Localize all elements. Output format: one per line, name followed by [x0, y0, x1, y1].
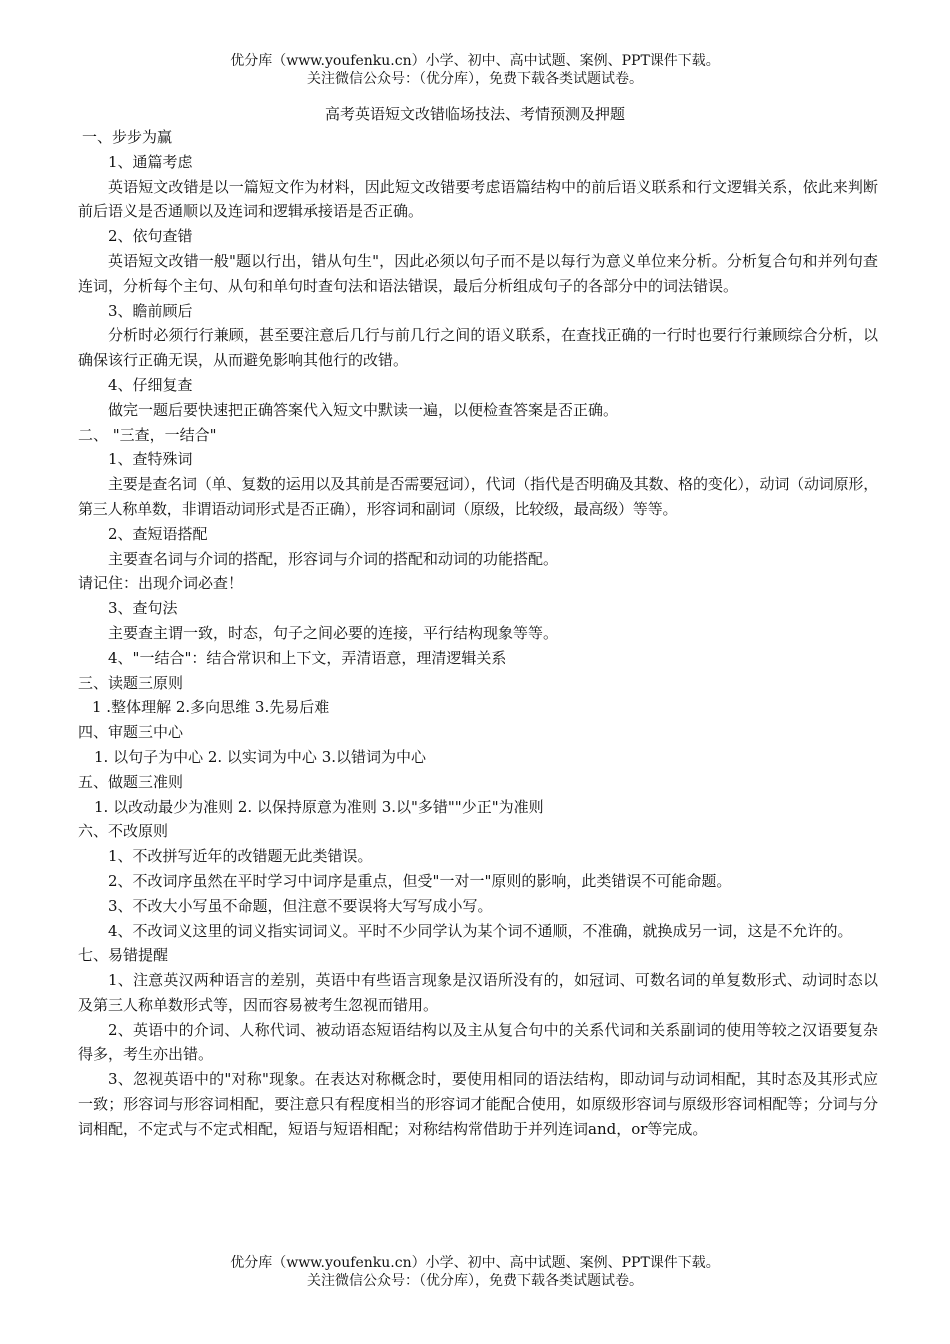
- s1-item-4-title: 4、仔细复查: [108, 375, 193, 394]
- section-3-heading: 三、读题三原则: [78, 673, 184, 692]
- section-1-heading: 一、步步为赢: [82, 128, 173, 146]
- s2-item-3-text: 主要查主谓一致，时态，句子之间必要的连接，平行结构现象等等。: [108, 623, 559, 642]
- section-6-heading: 六、不改原则: [78, 822, 169, 841]
- s6-item-1: 1、不改拼写近年的改错题无此类错误。: [108, 847, 373, 866]
- s1-item-3-title: 3、瞻前顾后: [108, 301, 193, 320]
- s5-text: 1. 以改动最少为准则 2. 以保持原意为准则 3.以"多错""少正"为准则: [94, 797, 544, 816]
- s1-item-3-text: 分析时必须行行兼顾，甚至要注意后几行与前几行之间的语义联系，在查找正确的一行时也要行行兼顾综合分析，以确保该行正确无误，从而避免影响其他行的改错。: [78, 326, 878, 370]
- page-header: [0, 52, 950, 88]
- s7-item-3: 3、忽视英语中的"对称"现象。在表达对称概念时，要使用相同的语法结构，即动词与动词相配，其时态及其形式应一致；形容词与形容词相配，要注意只有程度相当的形容词才能配合使用，如原级形容词与原级形容词相配等；分词与分词相配，不定式与不定式相配，短语与短语相配；对称结构常借助于并列连词and，or等完成。: [78, 1070, 878, 1138]
- s2-note: 请记住：出现介词必查！: [78, 574, 244, 593]
- header-line-2: 关注微信公众号：（优分库），免费下载各类试题试卷。: [307, 71, 643, 87]
- s1-item-4-text: 做完一题后要快速把正确答案代入短文中默读一遍，以便检查答案是否正确。: [108, 400, 619, 419]
- footer-line-2: 关注微信公众号：（优分库），免费下载各类试题试卷。: [307, 1273, 643, 1289]
- page-footer: [0, 1254, 950, 1290]
- s2-item-4-text: 4、"一结合"：结合常识和上下文，弄清语意，理清逻辑关系: [108, 648, 507, 667]
- section-4-heading: 四、审题三中心: [78, 723, 184, 742]
- s7-item-2: 2、英语中的介词、人称代词、被动语态短语结构以及主从复合句中的关系代词和关系副词的使用等较之汉语要复杂得多，考生亦出错。: [78, 1020, 878, 1064]
- s1-item-2-title: 2、依句查错: [108, 227, 193, 246]
- s6-item-3: 3、不改大小写虽不命题，但注意不要误将大写写成小写。: [108, 896, 493, 915]
- header-line-1: 优分库（www.youfenku.cn）小学、初中、高中试题、案例、PPT课件下载。: [230, 53, 720, 69]
- s1-item-1-title: 1、通篇考虑: [108, 152, 193, 171]
- section-2-heading: 二、 "三查，一结合": [78, 425, 217, 444]
- footer-line-1: 优分库（www.youfenku.cn）小学、初中、高中试题、案例、PPT课件下载。: [230, 1255, 720, 1271]
- s6-item-2: 2、不改词序虽然在平时学习中词序是重点，但受"一对一"原则的影响，此类错误不可能命题。: [108, 871, 732, 890]
- s4-text: 1. 以句子为中心 2. 以实词为中心 3.以错词为中心: [94, 747, 427, 766]
- section-5-heading: 五、做题三准则: [78, 772, 184, 791]
- s1-item-2-text: 英语短文改错一般"题以行出，错从句生"，因此必须以句子而不是以每行为意义单位来分析。分析复合句和并列句查连词，分析每个主句、从句和单句时查句法和语法错误，最后分析组成句子的各部分中的词法错误。: [78, 251, 878, 295]
- s6-item-4: 4、不改词义这里的词义指实词词义。平时不少同学认为某个词不通顺，不准确，就换成另一词，这是不允许的。: [108, 921, 853, 940]
- s7-item-1: 1、注意英汉两种语言的差别，英语中有些语言现象是汉语所没有的，如冠词、可数名词的单复数形式、动词时态以及第三人称单数形式等，因而容易被考生忽视而错用。: [78, 971, 878, 1014]
- s3-text: 1 .整体理解 2.多向思维 3.先易后难: [92, 698, 330, 717]
- s1-item-1-text: 英语短文改错是以一篇短文作为材料，因此短文改错要考虑语篇结构中的前后语义联系和行文逻辑关系，依此来判断前后语义是否通顺以及连词和逻辑承接语是否正确。: [78, 177, 878, 221]
- s2-item-1-text: 主要是查名词（单、复数的运用以及其前是否需要冠词），代词（指代是否明确及其数、格的变化），动词（动词原形，第三人称单数，非谓语动词形式是否正确），形容词和副词（原级，比较级，最高级）等等。: [78, 475, 878, 518]
- s2-item-2-title: 2、查短语搭配: [108, 524, 208, 543]
- document-title: 高考英语短文改错临场技法、考情预测及押题: [324, 105, 625, 123]
- s2-item-2-text: 主要查名词与介词的搭配，形容词与介词的搭配和动词的功能搭配。: [108, 549, 559, 568]
- section-7-heading: 七、易错提醒: [78, 946, 169, 965]
- s2-item-3-title: 3、查句法: [108, 599, 178, 618]
- document-body: [78, 125, 878, 1142]
- s2-item-1-title: 1、查特殊词: [108, 450, 193, 469]
